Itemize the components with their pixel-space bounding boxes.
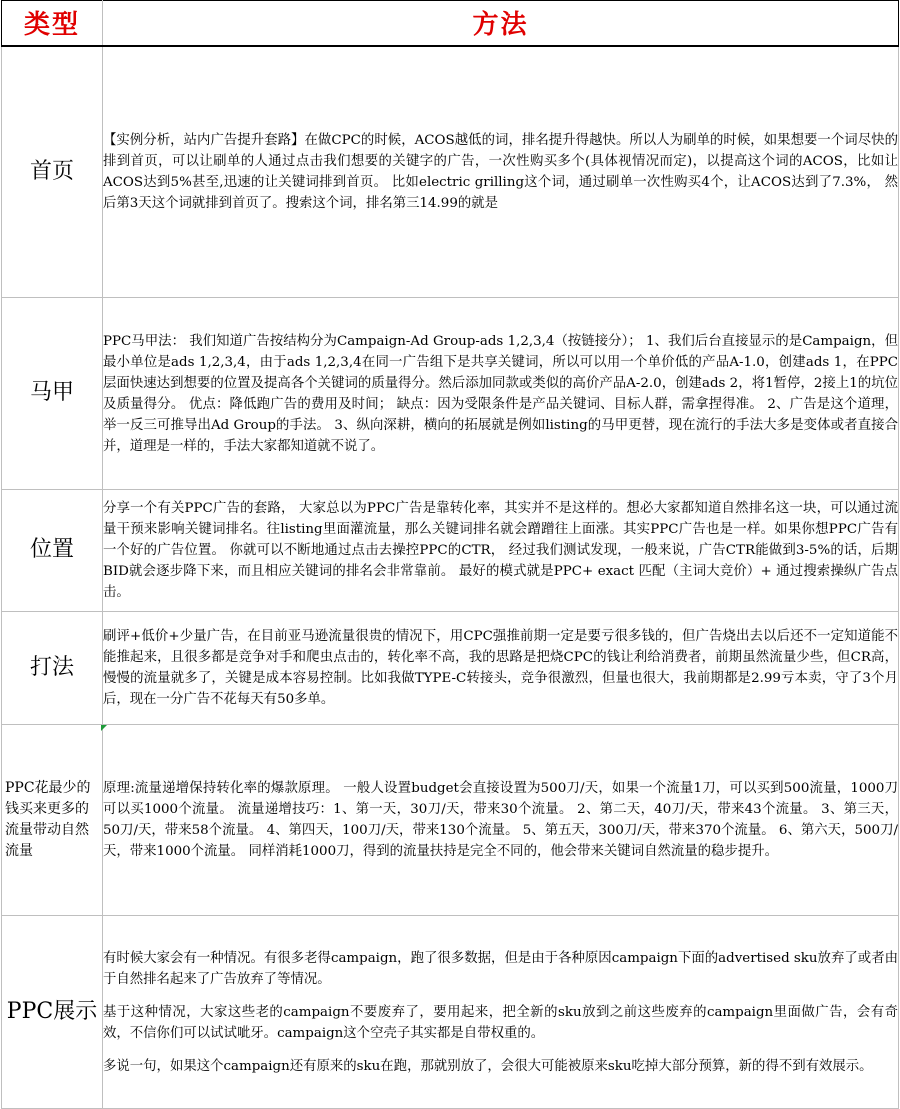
- row-method-cell: [103, 46, 899, 298]
- row-method-cell: [103, 612, 899, 725]
- method-paragraph: 刷评+低价+少量广告，在目前亚马逊流量很贵的情况下，用CPC强推前期一定是要亏很多钱的，但广告烧出去以后还不一定知道能不能推起来，且很多都是竞争对手和爬虫点击的，转化率不高，我的思路是把烧CPC的钱让利给消费者，前期虽然流量少些，但CR高，慢慢的流量就多了，关键是成本容易控制。比如我做TYPE-C转接头，竞争很激烈，但量也很大，我前期都是2.99亏本卖，守了3个月后，现在一分广告不花每天有50多单。: [103, 629, 898, 707]
- method-paragraph: 分享一个有关PPC广告的套路， 大家总以为PPC广告是靠转化率，其实并不是这样的。想必大家都知道自然排名这一块，可以通过流量干预来影响关键词排名。往listing里面灌流量，那么关键词排名就会蹭蹭往上面涨。其实PPC广告也是一样。如果你想PPC广告有一个好的广告位置。 你就可以不断地通过点击去操控PPC的CTR， 经过我们测试发现，一般来说，广告CTR能做到3-5%的话，后期BID就会逐步降下来，而且相应关键词的排名会非常靠前。 最好的模式就是PPC+ exact 匹配（主词大竞价）+ 通过搜索操纵广告点击。: [103, 501, 898, 600]
- row-method-cell: [103, 725, 899, 916]
- row-method-cell: [103, 298, 899, 490]
- header-row: [2, 1, 899, 46]
- cell-comment-marker: [101, 725, 107, 731]
- row-type-cell: 打法: [2, 612, 103, 725]
- table-row: [2, 490, 899, 612]
- table-row: [2, 725, 899, 916]
- row-type-cell: 马甲: [2, 298, 103, 490]
- type-column-header: 类型: [2, 1, 103, 46]
- row-method-cell: [103, 490, 899, 612]
- table-row: [2, 612, 899, 725]
- table-row: [2, 298, 899, 490]
- table-row: [2, 916, 899, 1109]
- row-method-cell: [103, 916, 899, 1109]
- row-type-cell: PPC展示: [2, 916, 103, 1109]
- method-paragraph: PPC马甲法： 我们知道广告按结构分为Campaign-Ad Group-ads 1,2,3,4（按链接分）； 1、我们后台直接显示的是Campaign，但最小单位是ads 1,2,3,4，由于ads 1,2,3,4在同一广告组下是共享关键词，所以可以用一个单价低的产品A-1.0，创建ads 1，在PPC层面快速达到想要的位置及提高各个关键词的质量得分。然后添加同款或类似的高价产品A-2.0，创建ads 2，将1暂停，2接上1的坑位及质量得分。 优点：降低跑广告的费用及时间； 缺点：因为受限条件是产品关键词、目标人群，需拿捏得准。 2、广告是这个道理，举一反三可推导出Ad Group的手法。 3、纵向深耕，横向的拓展就是例如listing的马甲更替，现在流行的手法大多是变体或者直接合并，道理是一样的，手法大家都知道就不说了。: [103, 333, 898, 454]
- method-paragraph: 多说一句，如果这个campaign还有原来的sku在跑，那就别放了，会很大可能被原来sku吃掉大部分预算，新的得不到有效展示。: [103, 1058, 873, 1074]
- row-type-cell: PPC花最少的钱买来更多的流量带动自然流量: [2, 725, 103, 916]
- method-paragraph: 基于这种情况，大家这些老的campaign不要废弃了，要用起来，把全新的sku放到之前这些废弃的campaign里面做广告，会有奇效，不信你们可以试试呲牙。campaign这个空壳子其实都是自带权重的。: [103, 1004, 898, 1041]
- method-column-header: 方法: [103, 1, 899, 46]
- row-type-cell: 位置: [2, 490, 103, 612]
- table-row: [2, 46, 899, 298]
- method-paragraph: 原理:流量递增保持转化率的爆款原理。 一般人设置budget会直接设置为500刀/天，如果一个流量1刀，可以买到500流量，1000刀可以买1000个流量。 流量递增技巧：1、第一天，30刀/天，带来30个流量。 2、第二天，40刀/天，带来43个流量。 3、第三天，50刀/天，带来58个流量。 4、第四天，100刀/天，带来130个流量。 5、第五天，300刀/天，带来370个流量。 6、第六天，500刀/天，带来1000个流量。 同样消耗1000刀，得到的流量扶持是完全不同的，他会带来关键词自然流量的稳步提升。: [103, 781, 898, 859]
- method-paragraph: 【实例分析，站内广告提升套路】在做CPC的时候，ACOS越低的词，排名提升得越快。所以人为刷单的时候，如果想要一个词尽快的排到首页，可以让刷单的人通过点击我们想要的关键字的广告，一次性购买多个(具体视情况而定)，以提高这个词的ACOS，比如让ACOS达到5%甚至,迅速的让关键词排到首页。 比如electric grilling这个词，通过刷单一次性购买4个，让ACOS达到了7.3%， 然后第3天这个词就排到首页了。搜索这个词，排名第三14.99的就是: [103, 132, 898, 211]
- row-type-cell: 首页: [2, 46, 103, 298]
- method-table: [1, 0, 899, 1109]
- method-paragraph: 有时候大家会有一种情况。有很多老得campaign，跑了很多数据，但是由于各种原因campaign下面的advertised sku放弃了或者由于自然排名起来了广告放弃了等情况。: [103, 950, 898, 987]
